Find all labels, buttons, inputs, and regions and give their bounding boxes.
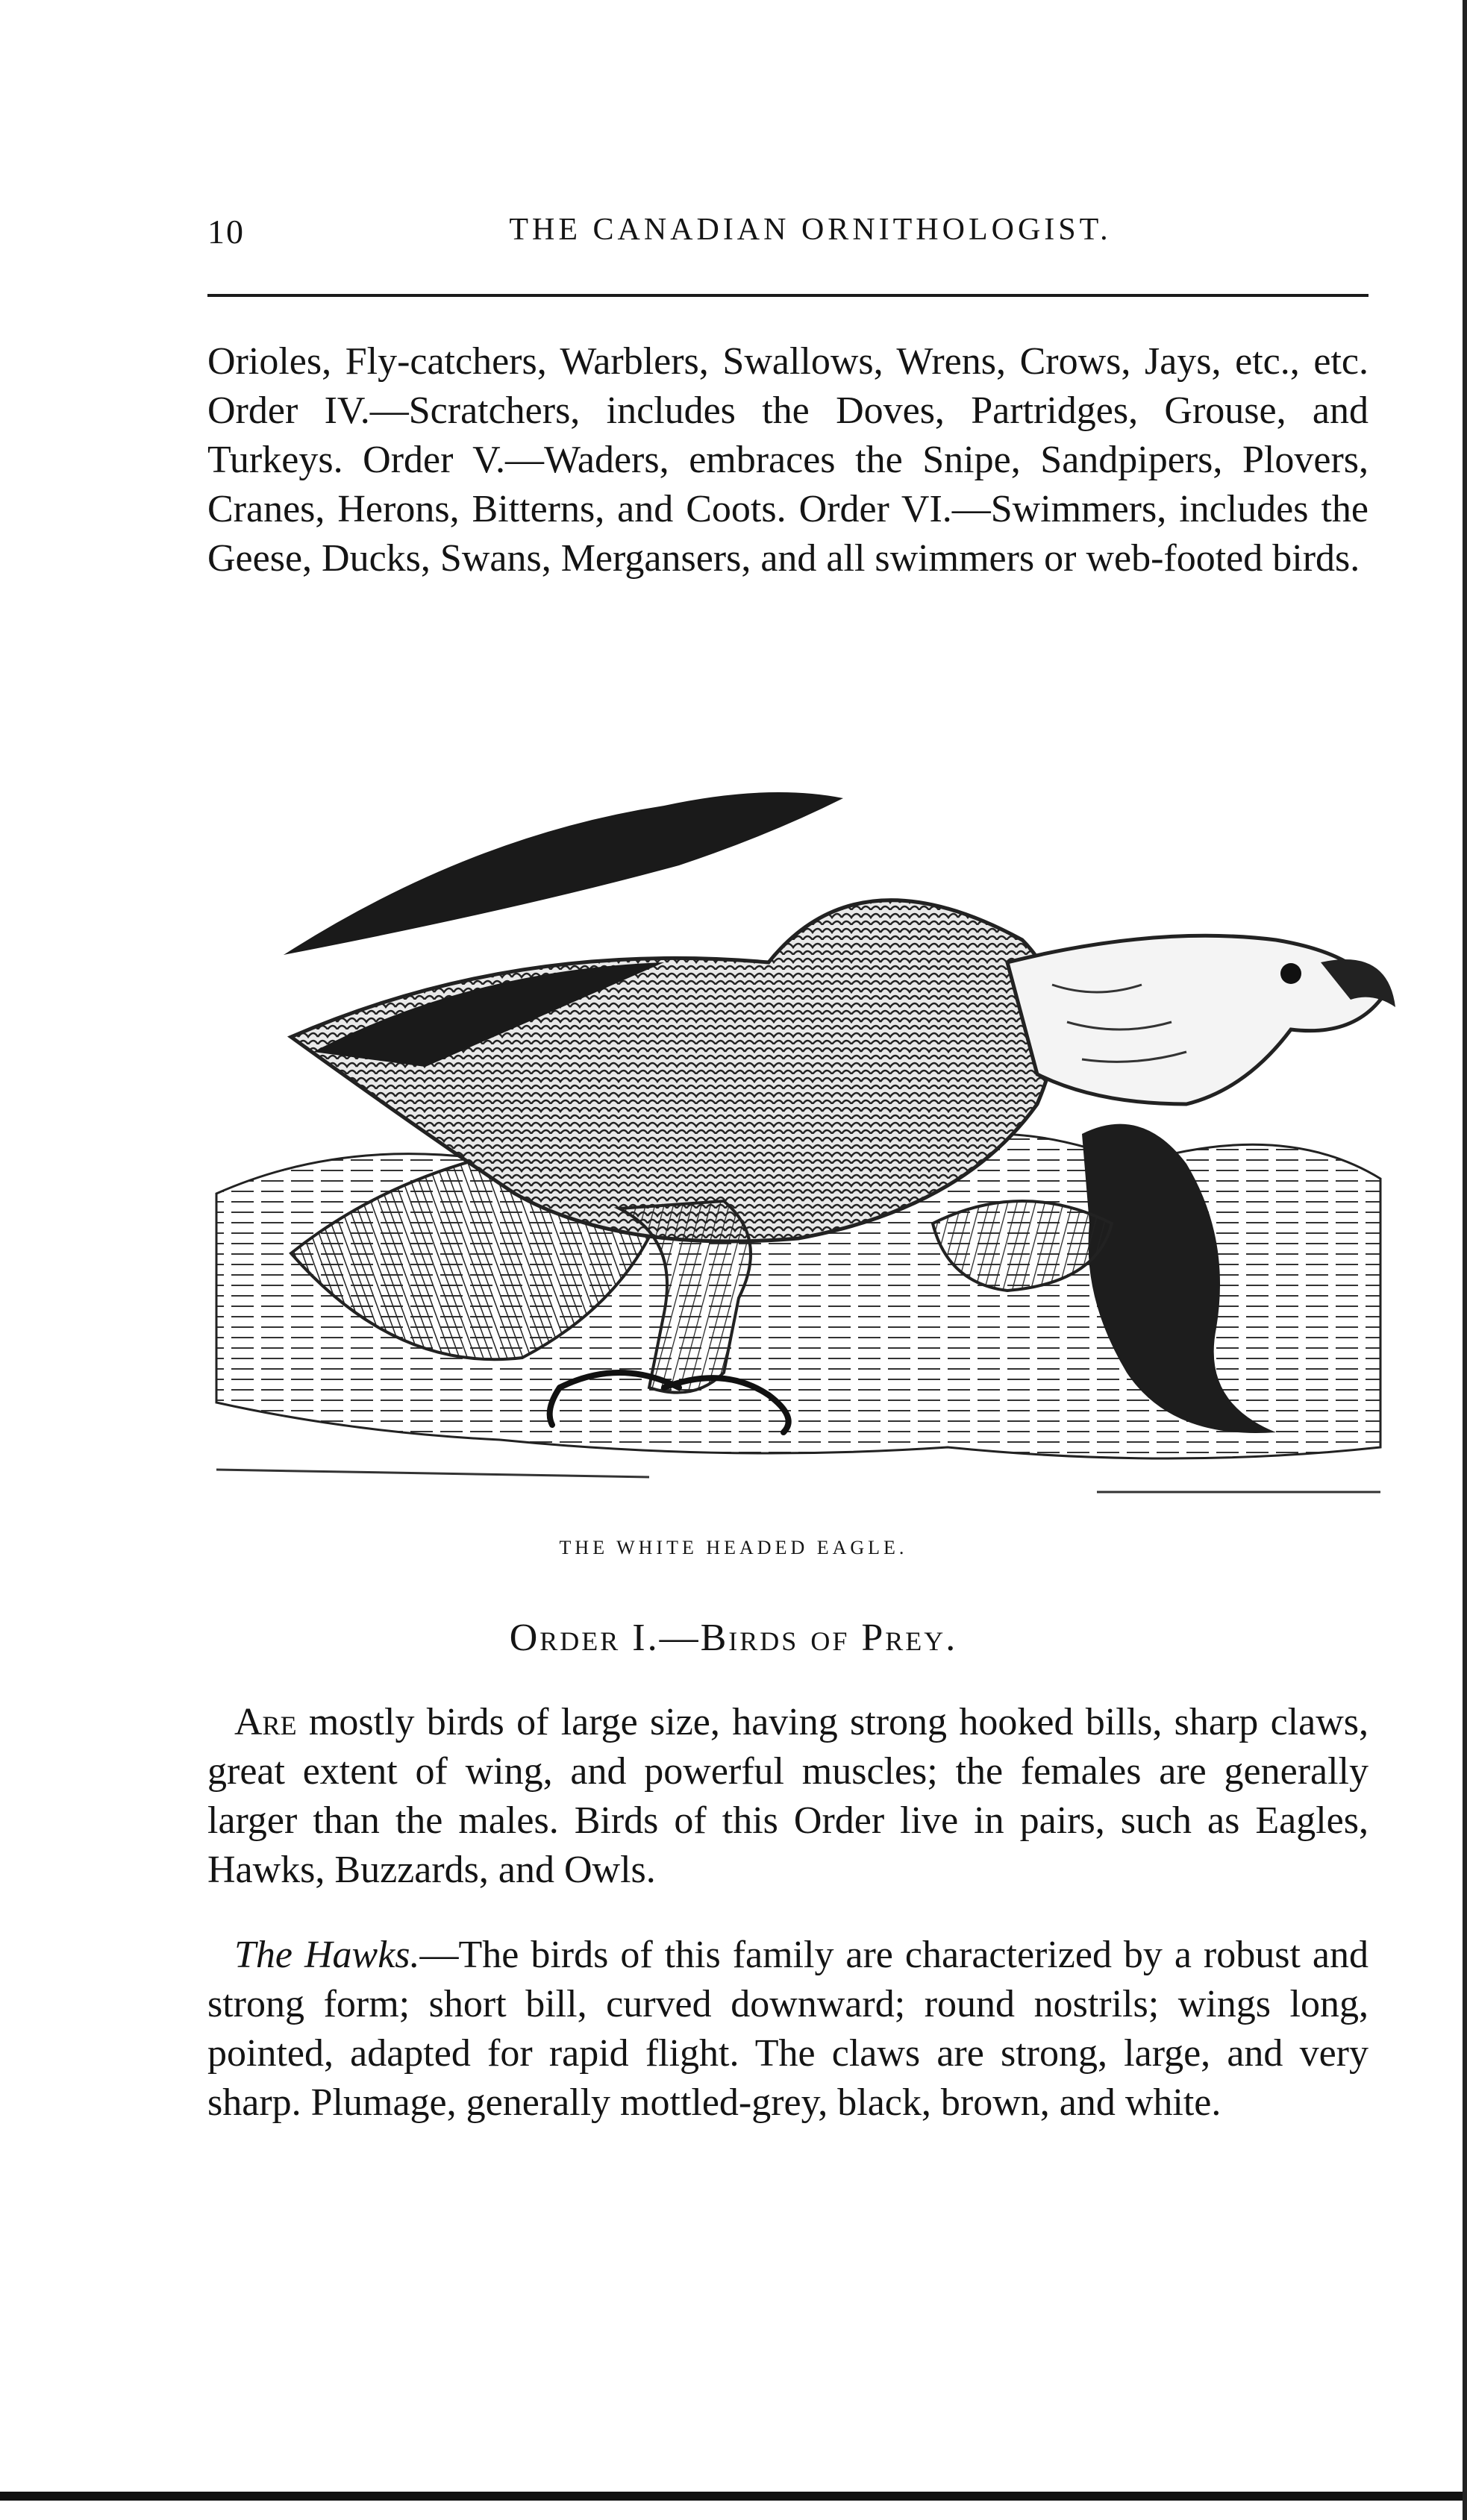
paragraph-orders-continued: Orioles, Fly-catchers, Warblers, Swallows, Wrens, Crows, Jays, etc., etc. Order IV.—Scratchers, includes the Doves, Partridges, Grouse, and Turkeys. Order V.—Waders, embraces the Snipe, Sandpipers, Plovers, Cranes, Herons, Bitterns, and Coots. Order VI.—Swimmers, includes the Geese, Ducks, Swans, Mergansers, and all swimmers or web-footed birds.	[207, 340, 1369, 580]
figure-caption: THE WHITE HEADED EAGLE.	[559, 1537, 908, 1558]
scan-side-edge	[1463, 0, 1467, 2520]
eagle-engraving	[201, 716, 1395, 1529]
paragraph-hawks	[207, 1931, 1369, 2128]
running-title: THE CANADIAN ORNITHOLOGIST.	[509, 213, 1112, 247]
page-number: 10	[207, 213, 245, 251]
eagle-illustration	[201, 716, 1395, 1529]
lead-word: Are	[234, 1701, 297, 1743]
paragraph-text: —The birds of this family are characterized by a robust and strong form; short bill, curved downward; round nostrils; wings long, pointed, adapted for rapid flight. The claws are strong, large, and very sharp. Plumage, generally mottled-grey, black, brown, and white.	[207, 1934, 1369, 2124]
header-rule	[207, 294, 1369, 297]
scan-bottom-edge	[0, 2492, 1467, 2501]
section-heading: Order I.—Birds of Prey.	[509, 1617, 958, 1659]
paragraph-birds-of-prey	[207, 1698, 1369, 1895]
run-in-heading: The Hawks.	[234, 1934, 420, 1976]
page-header	[207, 212, 1369, 257]
paragraph-text: mostly birds of large size, having strong hooked bills, sharp claws, great extent of wing, and powerful muscles; the females are generally larger than the males. Birds of this Order live in pairs, such as Eagles, Hawks, Buzzards, and Owls.	[207, 1701, 1369, 1891]
